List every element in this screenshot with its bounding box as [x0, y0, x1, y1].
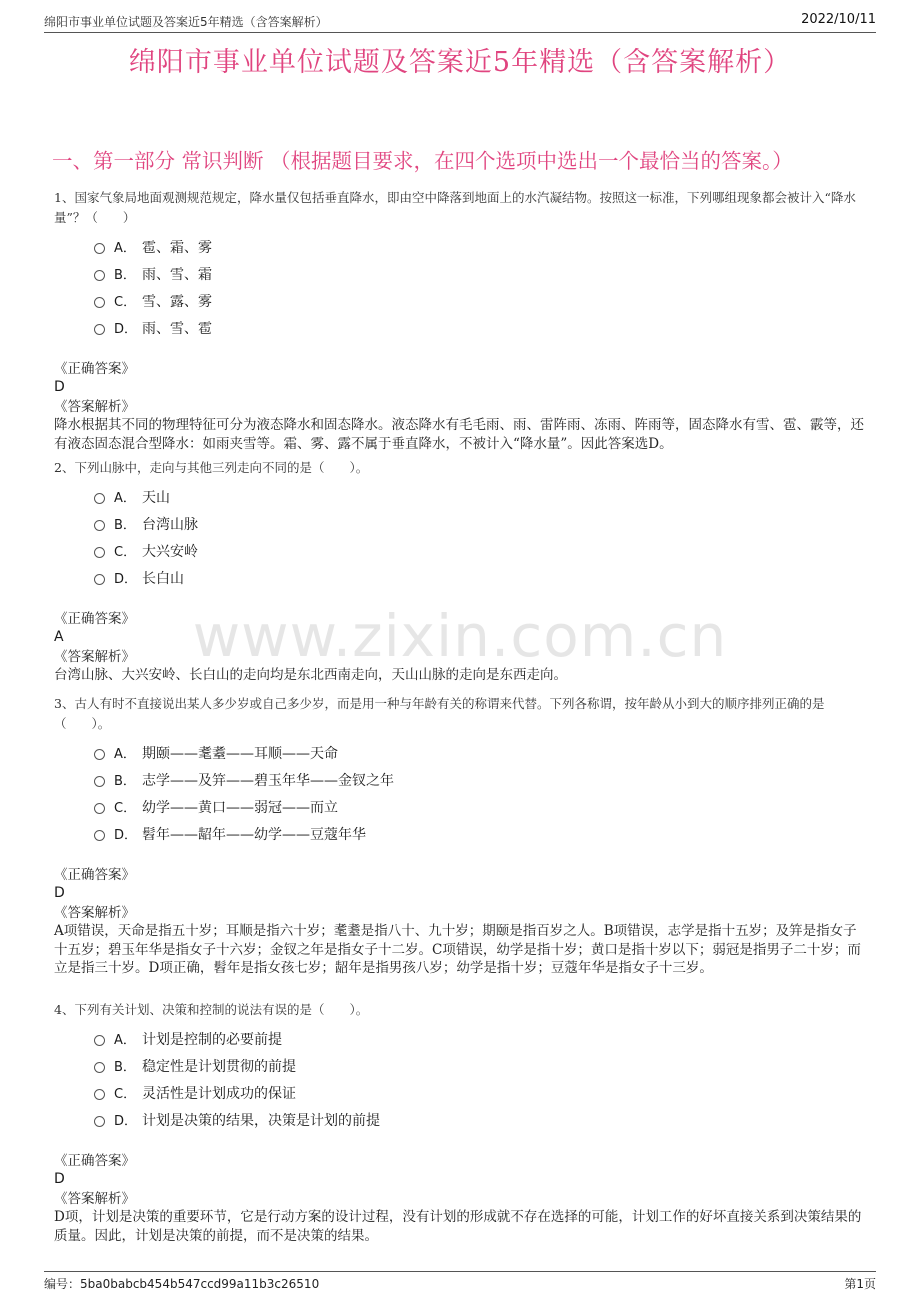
option-letter: C．	[114, 1087, 137, 1102]
watermark: www.zixin.com.cn	[192, 602, 728, 670]
explanation-label: 《答案解析》	[54, 1191, 135, 1207]
option-text: 长白山	[142, 570, 184, 587]
explanation-label: 《答案解析》	[54, 649, 135, 665]
radio-icon[interactable]	[94, 270, 105, 281]
option-letter: A．	[114, 747, 136, 762]
question-1	[54, 188, 866, 453]
option-b[interactable]	[94, 260, 866, 287]
option-b[interactable]	[94, 510, 866, 537]
option-c[interactable]	[94, 287, 866, 314]
radio-icon[interactable]	[94, 574, 105, 585]
answer-label: 《正确答案》	[54, 611, 135, 627]
explanation-text: A项错误，天命是指五十岁；耳顺是指六十岁；耄耋是指八十、九十岁；期颐是指百岁之人。B项错误，志学是指十五岁；及笄是指女子十五岁；碧玉年华是指女子十六岁；金钗之年是指女子十二岁。C项错误，幼学是指十岁；黄口是指十岁以下；弱冠是指男子二十岁；而立是指三十岁。D项正确，髫年是指女孩七岁；龆年是指男孩八岁；幼学是指十岁；豆蔻年华是指女子十三岁。	[54, 923, 861, 976]
radio-icon[interactable]	[94, 776, 105, 787]
explanation-label: 《答案解析》	[54, 399, 135, 415]
radio-icon[interactable]	[94, 830, 105, 841]
question-stem: 2、下列山脉中，走向与其他三列走向不同的是（ ）。	[54, 460, 369, 475]
radio-icon[interactable]	[94, 243, 105, 254]
option-text: 天山	[142, 489, 170, 506]
option-list	[94, 233, 866, 341]
option-letter: A．	[114, 491, 136, 506]
footer-doc-code: 编号：5ba0babcb454b547ccd99a11b3c26510	[44, 1277, 320, 1291]
answer-value: D	[54, 1171, 65, 1187]
option-list	[94, 483, 866, 591]
option-text: 期颐——耄耋——耳顺——天命	[142, 745, 338, 762]
option-c[interactable]	[94, 537, 866, 564]
explanation-text: 台湾山脉、大兴安岭、长白山的走向均是东北西南走向，天山山脉的走向是东西走向。	[54, 667, 567, 683]
option-text: 雨、雪、雹	[142, 320, 212, 337]
explanation-text: D项，计划是决策的重要环节，它是行动方案的设计过程，没有计划的形成就不存在选择的可能，计划工作的好坏直接关系到决策结果的质量。因此，计划是决策的前提，而不是决策的结果。	[54, 1209, 862, 1244]
option-c[interactable]	[94, 793, 866, 820]
radio-icon[interactable]	[94, 297, 105, 308]
option-text: 雹、霜、雾	[142, 239, 212, 256]
section-heading: 一、第一部分 常识判断 （根据题目要求，在四个选项中选出一个最恰当的答案。）	[52, 149, 793, 173]
question-stem: 4、下列有关计划、决策和控制的说法有误的是（ ）。	[54, 1002, 369, 1017]
option-d[interactable]	[94, 564, 866, 591]
option-letter: B．	[114, 1060, 136, 1075]
document-title: 绵阳市事业单位试题及答案近5年精选（含答案解析）	[128, 47, 792, 78]
header-doc-title: 绵阳市事业单位试题及答案近5年精选（含答案解析）	[44, 15, 328, 29]
option-letter: B．	[114, 774, 136, 789]
explanation-text: 降水根据其不同的物理特征可分为液态降水和固态降水。液态降水有毛毛雨、雨、雷阵雨、冻雨、阵雨等，固态降水有雪、雹、霰等，还有液态固态混合型降水：如雨夹雪等。霜、雾、露不属于垂直降水，不被计入“降水量”。因此答案选D。	[54, 417, 864, 452]
option-letter: D．	[114, 572, 138, 587]
option-text: 髫年——龆年——幼学——豆蔻年华	[142, 826, 366, 843]
question-2	[54, 458, 866, 685]
radio-icon[interactable]	[94, 749, 105, 760]
option-letter: A．	[114, 241, 136, 256]
option-text: 稳定性是计划贯彻的前提	[142, 1058, 296, 1075]
option-a[interactable]	[94, 483, 866, 510]
header-date: 2022/10/11	[801, 12, 876, 27]
option-text: 灵活性是计划成功的保证	[142, 1085, 296, 1102]
answer-label: 《正确答案》	[54, 361, 135, 377]
option-letter: C．	[114, 545, 137, 560]
option-c[interactable]	[94, 1079, 866, 1106]
radio-icon[interactable]	[94, 520, 105, 531]
option-list	[94, 739, 866, 847]
radio-icon[interactable]	[94, 324, 105, 335]
option-text: 幼学——黄口——弱冠——而立	[142, 799, 338, 816]
question-3	[54, 694, 866, 978]
question-stem: 1、国家气象局地面观测规范规定，降水量仅包括垂直降水，即由空中降落到地面上的水汽凝结物。按照这一标准，下列哪组现象都会被计入“降水量”？（ ）	[54, 190, 856, 225]
option-letter: D．	[114, 322, 138, 337]
option-b[interactable]	[94, 1052, 866, 1079]
option-list	[94, 1025, 866, 1133]
page-footer	[44, 1271, 876, 1292]
radio-icon[interactable]	[94, 1035, 105, 1046]
option-letter: C．	[114, 801, 137, 816]
option-text: 雪、露、雾	[142, 293, 212, 310]
option-b[interactable]	[94, 766, 866, 793]
option-letter: D．	[114, 1114, 138, 1129]
option-a[interactable]	[94, 1025, 866, 1052]
question-4	[54, 1000, 866, 1245]
answer-label: 《正确答案》	[54, 1153, 135, 1169]
answer-value: A	[54, 629, 64, 645]
option-text: 大兴安岭	[142, 543, 198, 560]
option-letter: B．	[114, 518, 136, 533]
answer-value: D	[54, 885, 65, 901]
radio-icon[interactable]	[94, 493, 105, 504]
option-d[interactable]	[94, 820, 866, 847]
option-d[interactable]	[94, 314, 866, 341]
footer-page-number: 第1页	[844, 1277, 876, 1291]
answer-value: D	[54, 379, 65, 395]
option-letter: B．	[114, 268, 136, 283]
option-text: 志学——及笄——碧玉年华——金钗之年	[142, 772, 394, 789]
option-letter: D．	[114, 828, 138, 843]
radio-icon[interactable]	[94, 547, 105, 558]
radio-icon[interactable]	[94, 1062, 105, 1073]
option-text: 台湾山脉	[142, 516, 198, 533]
radio-icon[interactable]	[94, 1116, 105, 1127]
radio-icon[interactable]	[94, 1089, 105, 1100]
option-letter: C．	[114, 295, 137, 310]
page-header	[44, 10, 876, 33]
option-letter: A．	[114, 1033, 136, 1048]
radio-icon[interactable]	[94, 803, 105, 814]
option-a[interactable]	[94, 233, 866, 260]
explanation-label: 《答案解析》	[54, 905, 135, 921]
option-text: 雨、雪、霜	[142, 266, 212, 283]
option-a[interactable]	[94, 739, 866, 766]
question-stem: 3、古人有时不直接说出某人多少岁或自己多少岁，而是用一种与年龄有关的称谓来代替。下列各称谓，按年龄从小到大的顺序排列正确的是（ ）。	[54, 696, 825, 731]
answer-label: 《正确答案》	[54, 867, 135, 883]
option-text: 计划是决策的结果，决策是计划的前提	[142, 1112, 380, 1129]
option-d[interactable]	[94, 1106, 866, 1133]
option-text: 计划是控制的必要前提	[142, 1031, 282, 1048]
